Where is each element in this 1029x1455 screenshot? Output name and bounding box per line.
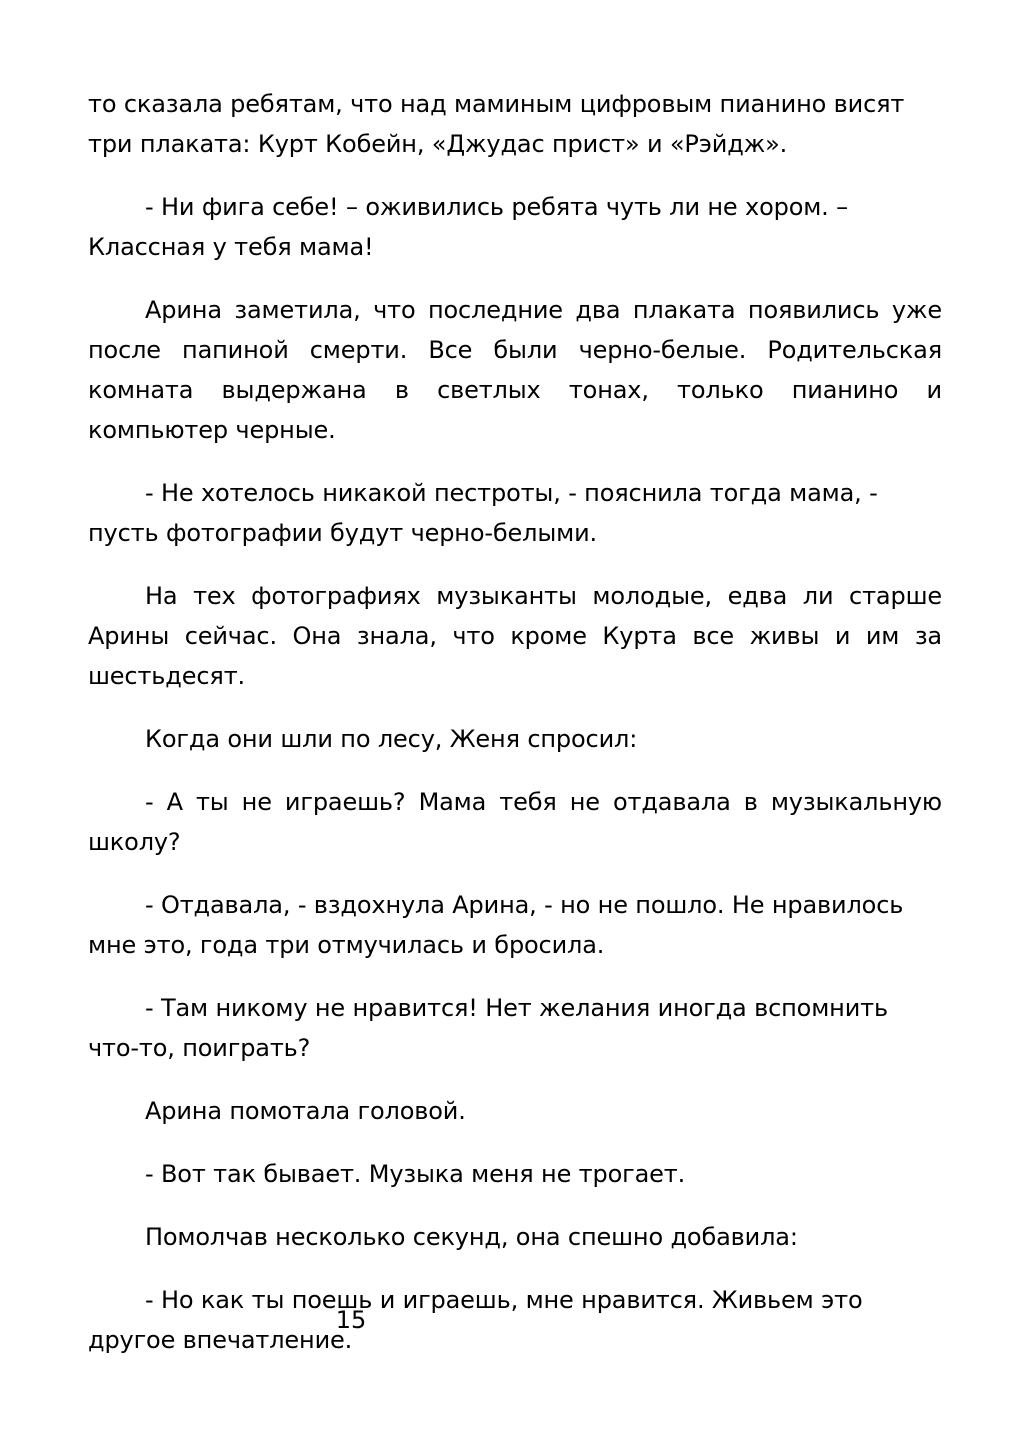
paragraph: На тех фотографиях музыканты молодые, едва ли старше Арины сейчас. Она знала, что кроме Курта все живы и им за шестьдесят. <box>88 582 942 690</box>
paragraph: - Не хотелось никакой пестроты, - пояснила тогда мама, - пусть фотографии будут черно-белыми. <box>88 479 878 547</box>
body-text-column <box>88 84 942 1360</box>
paragraph: Когда они шли по лесу, Женя спросил: <box>145 725 638 753</box>
paragraph: - Там никому не нравится! Нет желания иногда вспомнить что-то, поиграть? <box>88 994 888 1062</box>
paragraph: то сказала ребятам, что над маминым цифровым пианино висят три плаката: Курт Кобейн, «Джудас прист» и «Рэйдж». <box>88 90 905 158</box>
paragraph: Арина помотала головой. <box>145 1097 466 1125</box>
paragraph: - Но как ты поешь и играешь, мне нравится. Живьем это другое впечатление. <box>88 1286 863 1354</box>
paragraph: - Ни фига себе! – оживились ребята чуть ли не хором. – Классная у тебя мама! <box>88 193 848 261</box>
paragraph: Арина заметила, что последние два плаката появились уже после папиной смерти. Все были черно-белые. Родительская комната выдержана в светлых тонах, только пианино и компьютер черные. <box>88 296 942 444</box>
paragraph: - Отдавала, - вздохнула Арина, - но не пошло. Не нравилось мне это, года три отмучилась и бросила. <box>88 891 904 959</box>
paragraph: - А ты не играешь? Мама тебя не отдавала в музыкальную школу? <box>88 788 942 856</box>
paragraph: Помолчав несколько секунд, она спешно добавила: <box>145 1223 798 1251</box>
page-number: 15 <box>335 1306 367 1334</box>
paragraph: - Вот так бывает. Музыка меня не трогает. <box>145 1160 686 1188</box>
